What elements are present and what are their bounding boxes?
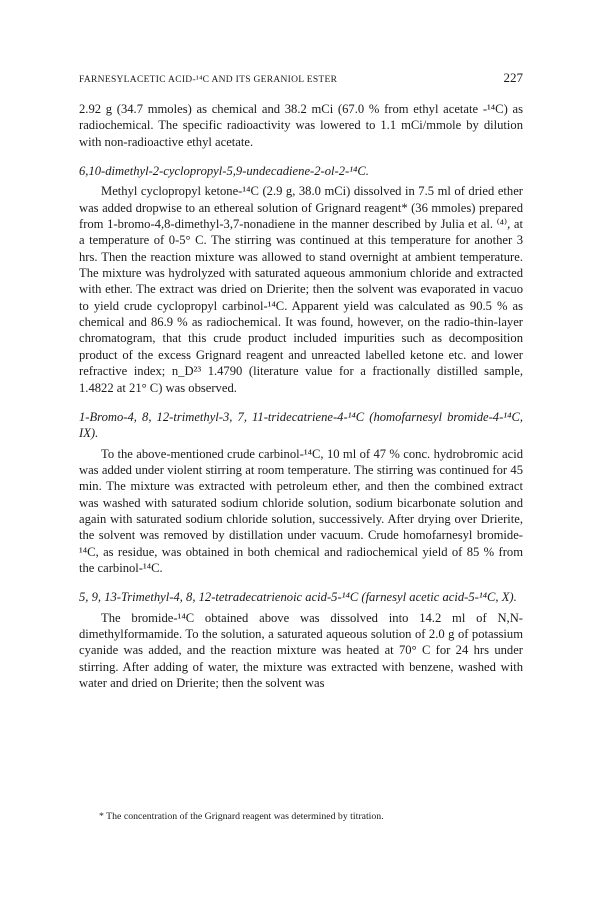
paragraph: Methyl cyclopropyl ketone-¹⁴C (2.9 g, 38.0 mCi) dissolved in 7.5 ml of dried ether was added dropwise to an ethereal solution of Grignard reagent* (36 mmoles) prepared from 1-bromo-4,8-dimethyl-3,7-nonadiene in the manner described by Julia et al. ⁽⁴⁾, at a temperature of 0-5° C. The stirring was continued at this temperature for another 3 hrs. Then the reaction mixture was allowed to stand overnight at ambient temperature. The mixture was hydrolyzed with saturated aqueous ammonium chloride and extracted with ether. The extract was dried on Drierite; then the solvent was evaporated in vacuo to yield crude cyclopropyl carbinol-¹⁴C. Apparent yield was calculated as 90.5 % as chemical and 86.9 % as radiochemical. It was found, however, on the radio-thin-layer chromatogram, that this crude product included impurities such as decomposition product of the excess Grignard reagent and unreacted labelled ketone etc. and lower refractive index; n_D²³ 1.4790 (literature value for a fractionally distilled sample, 1.4822 at 21° C) was observed. xyxy=(79,184,523,395)
running-header xyxy=(79,70,523,86)
paragraph: To the above-mentioned crude carbinol-¹⁴C, 10 ml of 47 % conc. hydrobromic acid was added under violent stirring at room temperature. The stirring was continued for 45 min. The mixture was extracted with petroleum ether, and then the combined extract was washed with saturated sodium chloride solution, sodium bicarbonate solution and again with saturated sodium chloride solution, successively. After drying over Drierite, the solvent was removed by distillation under vacuum. Crude homofarnesyl bromide-¹⁴C, as residue, was obtained in both chemical and radiochemical yield of 85 % from the carbinol-¹⁴C. xyxy=(79,446,523,575)
body-text xyxy=(79,101,523,691)
running-title: FARNESYLACETIC ACID-¹⁴C AND ITS GERANIOL ESTER xyxy=(79,75,338,85)
page-number: 227 xyxy=(503,70,523,85)
footnote: * The concentration of the Grignard reagent was determined by titration. xyxy=(99,811,384,822)
section-heading: 5, 9, 13-Trimethyl-4, 8, 12-tetradecatrienoic acid-5-¹⁴C (farnesyl acetic acid-5-¹⁴C, X). xyxy=(79,590,517,605)
section-heading: 6,10-dimethyl-2-cyclopropyl-5,9-undecadiene-2-ol-2-¹⁴C. xyxy=(79,164,369,179)
section-heading: 1-Bromo-4, 8, 12-trimethyl-3, 7, 11-tridecatriene-4-¹⁴C (homofarnesyl bromide-4-¹⁴C, IX). xyxy=(79,409,523,441)
paragraph: 2.92 g (34.7 mmoles) as chemical and 38.2 mCi (67.0 % from ethyl acetate -¹⁴C) as radiochemical. The specific radioactivity was lowered to 1.1 mCi/mmole by dilution with non-radioactive ethyl acetate. xyxy=(79,102,523,149)
paragraph: The bromide-¹⁴C obtained above was dissolved into 14.2 ml of N,N-dimethylformamide. To the solution, a saturated aqueous solution of 2.0 g of potassium cyanide was added, and the reaction mixture was heated at 70° C for 24 hrs under stirring. After adding of water, the mixture was extracted with benzene, washed with water and dried on Drierite; then the solvent was xyxy=(79,610,523,690)
